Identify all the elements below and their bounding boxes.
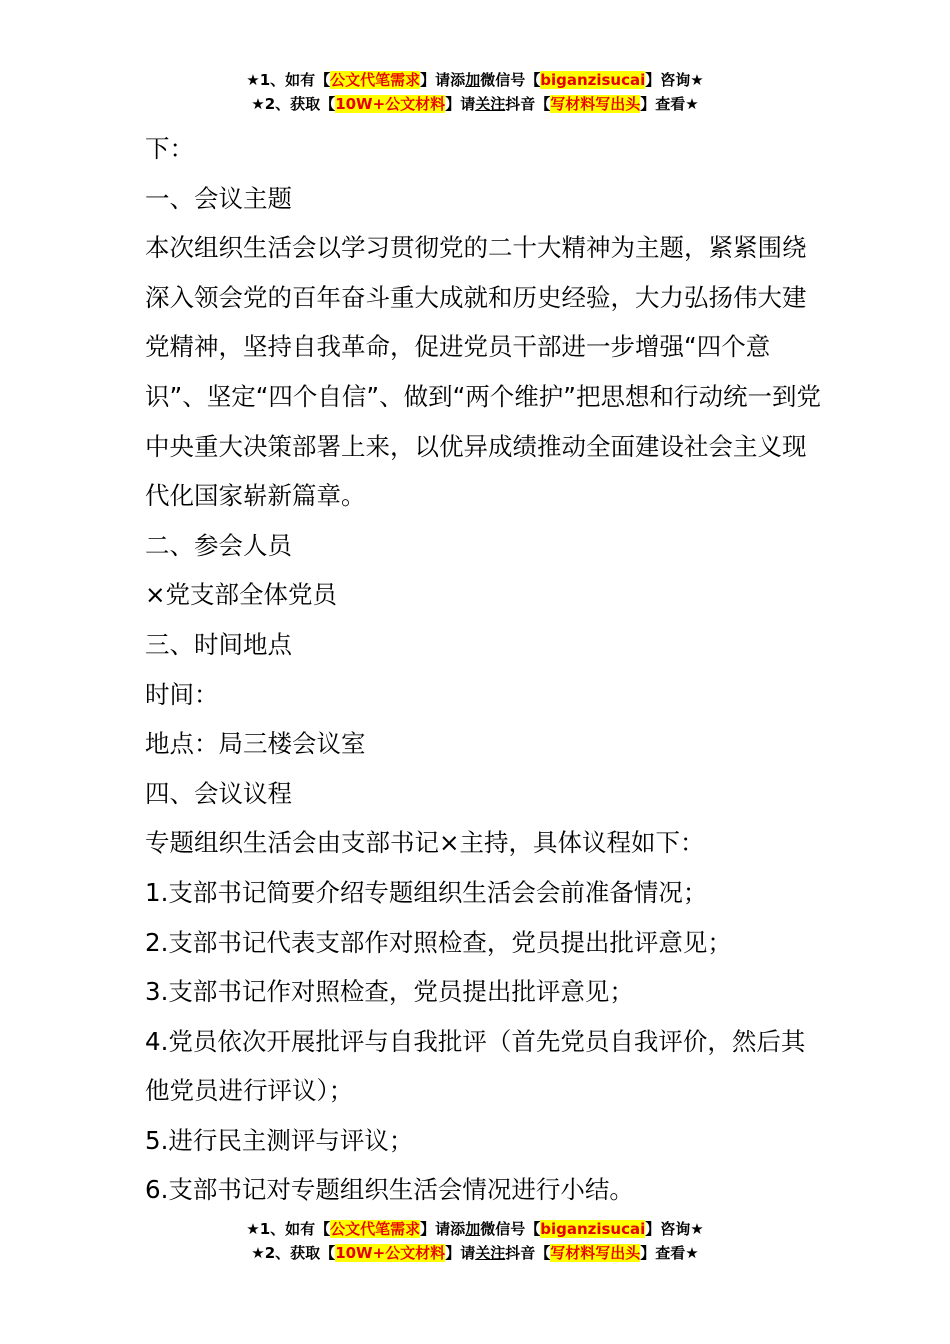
list-item: 1.支部书记简要介绍专题组织生活会会前准备情况； <box>145 877 708 907</box>
section-heading-theme: 一、会议主题 <box>145 183 292 213</box>
wechat-id: biganzisucai <box>540 71 646 89</box>
header-banner <box>0 68 950 116</box>
document-body <box>145 124 825 1215</box>
list-item: 2.支部书记代表支部作对照检查，党员提出批评意见； <box>145 927 732 957</box>
paragraph-theme: 本次组织生活会以学习贯彻党的二十大精神为主题，紧紧围绕深入领会党的百年奋斗重大成就和历史经验，大力弘扬伟大建党精神，坚持自我革命，促进党员干部进一步增强“四个意识”、坚定“四个自信”、做到“两个维护”把思想和行动统一到党中央重大决策部署上来，以优异成绩推动全面建设社会主义现代化国家崭新篇章。 <box>145 233 821 511</box>
paragraph-place: 地点：局三楼会议室 <box>145 729 366 759</box>
section-heading-time-place: 三、时间地点 <box>145 629 292 659</box>
highlight-text: 公文代笔需求 <box>330 71 421 89</box>
paragraph-agenda-intro: 专题组织生活会由支部书记×主持，具体议程如下： <box>145 828 705 858</box>
banner-line-1: ★1、如有【公文代笔需求】请添加微信号【biganzisucai】咨询★ <box>246 71 704 89</box>
section-heading-attendees: 二、参会人员 <box>145 530 292 560</box>
banner-line-2: ★2、获取【10W+公文材料】请关注抖音【写材料写出头】查看★ <box>251 1244 699 1262</box>
highlight-text: 10W+公文材料 <box>335 1244 446 1262</box>
douyin-account: 写材料写出头 <box>550 95 641 113</box>
paragraph-time: 时间： <box>145 679 219 709</box>
footer-banner <box>0 1217 950 1265</box>
highlight-text: 10W+公文材料 <box>335 95 446 113</box>
highlight-text: 公文代笔需求 <box>330 1220 421 1238</box>
list-item: 3.支部书记作对照检查，党员提出批评意见； <box>145 977 634 1007</box>
list-item: 5.进行民主测评与评议； <box>145 1125 414 1155</box>
douyin-account: 写材料写出头 <box>550 1244 641 1262</box>
list-item: 6.支部书记对专题组织生活会情况进行小结。 <box>145 1175 634 1205</box>
list-item: 4.党员依次开展批评与自我批评（首先党员自我评价，然后其他党员进行评议）； <box>145 1026 806 1106</box>
paragraph-attendees: ×党支部全体党员 <box>145 580 338 610</box>
section-heading-agenda: 四、会议议程 <box>145 778 292 808</box>
banner-line-1: ★1、如有【公文代笔需求】请添加微信号【biganzisucai】咨询★ <box>246 1220 704 1238</box>
banner-line-2: ★2、获取【10W+公文材料】请关注抖音【写材料写出头】查看★ <box>251 95 699 113</box>
paragraph: 下： <box>145 134 194 163</box>
wechat-id: biganzisucai <box>540 1220 646 1238</box>
